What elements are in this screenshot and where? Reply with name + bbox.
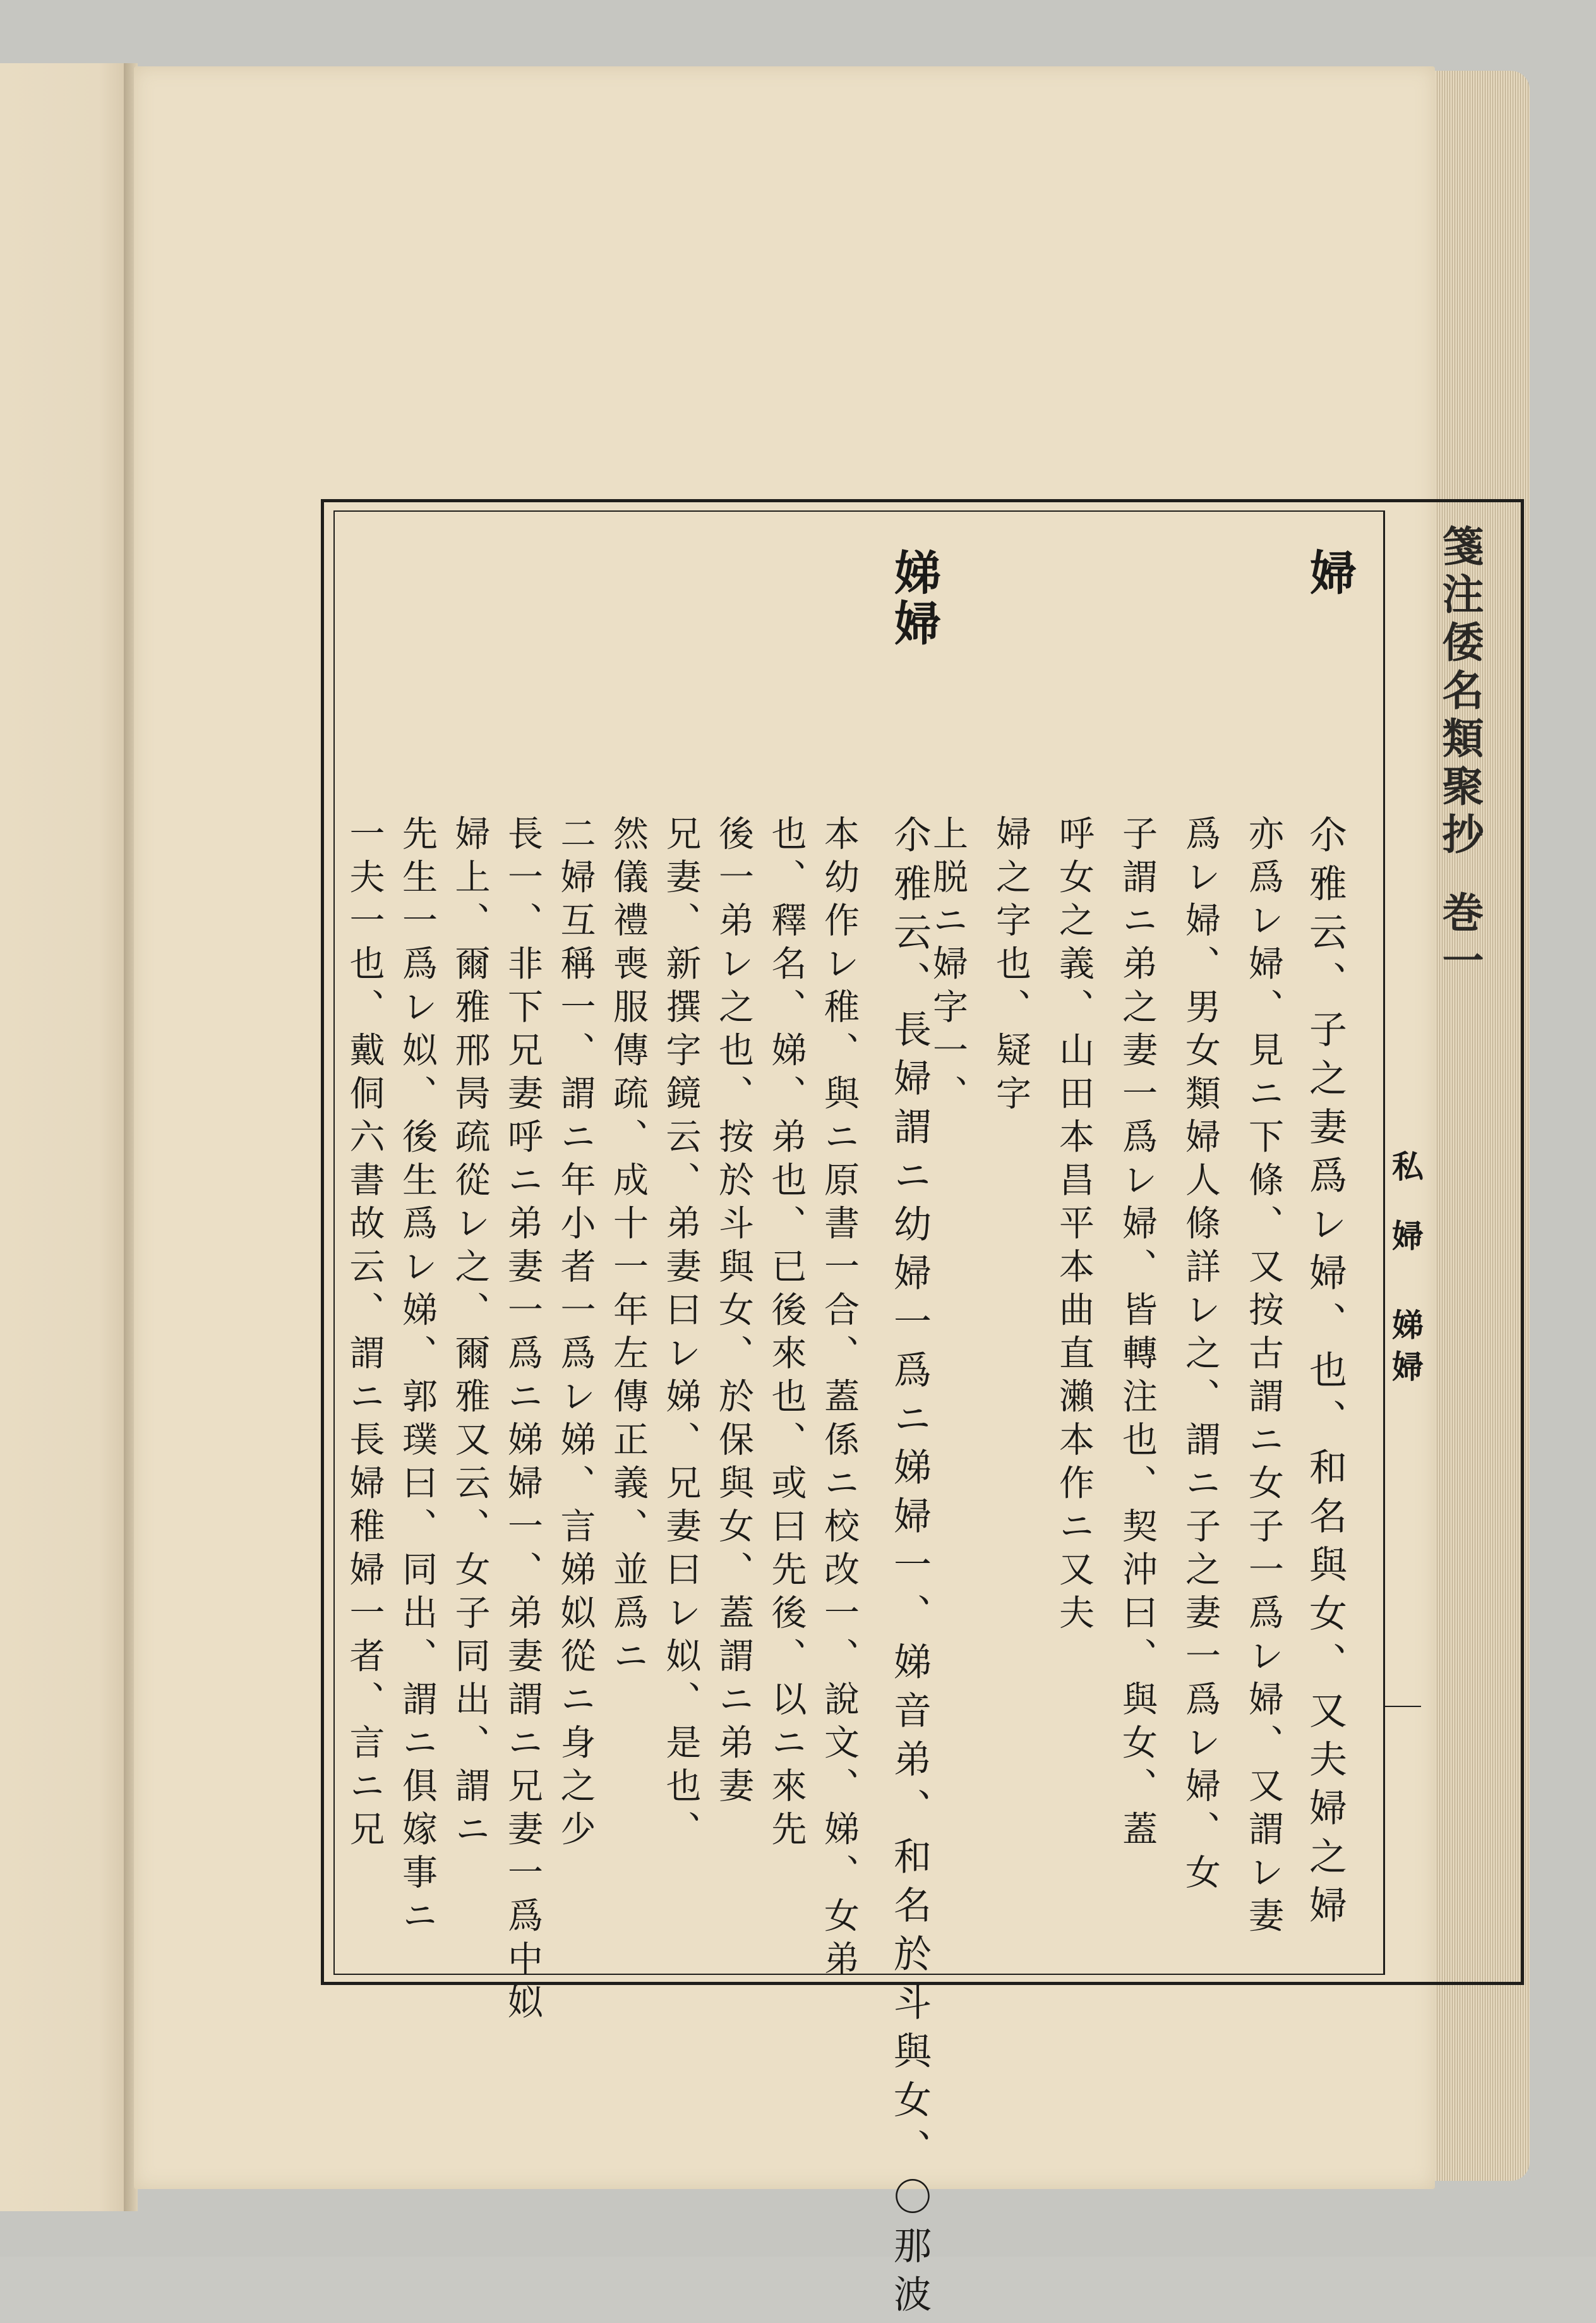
left-page (0, 63, 125, 2211)
note-line: 呼女之義、山田本昌平本曲直瀨本作ニ又夫 (1053, 815, 1095, 1638)
note-line: 兄妻、新撰字鏡云、弟妻曰レ娣、兄妻曰レ姒、是也、 (660, 815, 702, 1854)
note-line: 上脱ニ婦字一、 (927, 815, 968, 1118)
note-line: 也、釋名、娣、弟也、已後來也、或曰先後、以ニ來先 (765, 815, 807, 1854)
note-line: 子謂ニ弟之妻一爲レ婦、皆轉注也、契沖曰、與女、蓋 (1117, 815, 1158, 1854)
entry-lead-teifu: 尒雅云、長婦謂ニ幼婦一爲ニ娣婦一、娣音弟、和名於斗與女、〇那波 (887, 815, 932, 2323)
note-line: 長一、非下兄妻呼ニ弟妻一爲ニ娣婦一、弟妻謂ニ兄妻一爲中姒 (502, 815, 543, 2027)
volume-label: 巻一 (1435, 891, 1484, 987)
note-line: 二婦互稱一、謂ニ年小者一爲レ娣、言娣姒從ニ身之少 (555, 815, 596, 1854)
note-line: 一夫一也、戴侗六書故云、謂ニ長婦稚婦一者、言ニ兄 (344, 815, 385, 1854)
note-line: 後一弟レ之也、按於斗與女、於保與女、蓋謂ニ弟妻 (713, 815, 754, 1811)
entry-heading-teifu: 娣婦 (887, 548, 941, 649)
margin-rule (1383, 510, 1384, 1975)
entry-heading-fu: 婦 (1302, 548, 1357, 599)
note-line: 本幼作レ稚、與ニ原書一合、蓋係ニ校改一、說文、娣、女弟 (819, 815, 860, 1984)
note-line: 婦上、爾雅邢昺疏從レ之、爾雅又云、女子同出、謂ニ (449, 815, 491, 1854)
note-line: 婦之字也、疑字 (990, 815, 1031, 1118)
note-line: 先生一爲レ姒、後生爲レ娣、郭璞曰、同出、謂ニ俱嫁事ニ (397, 815, 438, 1940)
note-line: 爲レ婦、男女類婦人條詳レ之、謂ニ子之妻一爲レ婦、女 (1180, 815, 1221, 1897)
margin-rule-short (1383, 1706, 1421, 1707)
book-title: 箋注倭名類聚抄 (1435, 524, 1484, 860)
entries-label: 婦 娣婦 (1387, 1219, 1424, 1392)
note-line: 然儀禮喪服傳疏、成十一年左傳正義、並爲ニ (608, 815, 649, 1680)
section-label: 私 (1387, 1150, 1424, 1192)
note-line: 亦爲レ婦、見ニ下條、又按古謂ニ女子一爲レ婦、又謂レ妻 (1243, 815, 1284, 1940)
entry-lead-fu: 尒雅云、子之妻爲レ婦、也、和名與女、又夫婦之婦 (1303, 815, 1347, 1934)
